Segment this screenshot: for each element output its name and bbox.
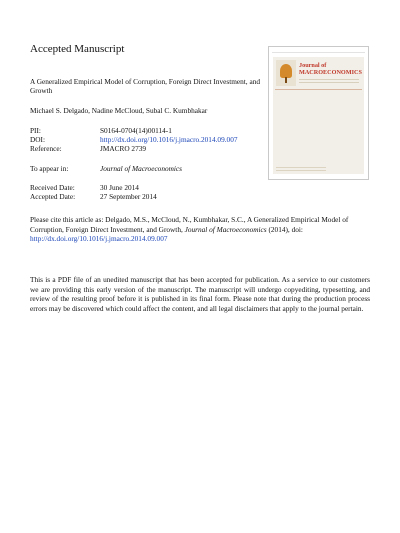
cover-title-line1: Journal of xyxy=(299,62,327,69)
cover-title-line2: MACROECONOMICS xyxy=(299,69,362,76)
reference-label: Reference: xyxy=(30,144,62,153)
citation-paragraph xyxy=(30,215,370,244)
citation-middle: (2014), doi: xyxy=(266,224,303,234)
accepted-value: 27 September 2014 xyxy=(100,192,157,201)
cover-title xyxy=(299,62,362,76)
pii-label: PII: xyxy=(30,126,41,135)
doi-label: DOI: xyxy=(30,135,45,144)
appear-label: To appear in: xyxy=(30,164,69,173)
citation-doi-link[interactable]: http://dx.doi.org/10.1016/j.jmacro.2014.09.007 xyxy=(30,234,168,244)
accepted-label: Accepted Date: xyxy=(30,192,76,201)
citation-journal: Journal of Macroeconomics xyxy=(184,224,267,234)
article-title: A Generalized Empirical Model of Corruption, Foreign Direct Investment, and Growth xyxy=(30,77,260,96)
manuscript-heading: Accepted Manuscript xyxy=(30,43,125,55)
disclaimer-paragraph: This is a PDF file of an unedited manuscript that has been accepted for publication. As a service to our customers we are providing this early version of the manuscript. The manuscript will undergo copyediting, typesetting, and review of the resulting proof before it is published in its final form. Please note that during the production process errors may be discovered which could affect the content, and all legal disclaimers that apply to the journal pertain. xyxy=(30,275,370,313)
citation-prefix: Please cite this article as: Delgado, M.S., McCloud, N., Kumbhakar, S.C., A Generalized Empirical Model of Corruption, Foreign Direct Investment, and Growth, xyxy=(30,215,349,234)
article-authors: Michael S. Delgado, Nadine McCloud, Subal C. Kumbhakar xyxy=(30,106,208,115)
pii-value: S0164-0704(14)00114-1 xyxy=(100,126,172,135)
cover-text-lines xyxy=(299,79,359,85)
cover-header-strip xyxy=(272,50,365,55)
cover-body xyxy=(273,57,364,174)
journal-cover-image xyxy=(268,46,369,180)
received-value: 30 June 2014 xyxy=(100,183,139,192)
appear-value: Journal of Macroeconomics xyxy=(100,164,183,173)
received-label: Received Date: xyxy=(30,183,75,192)
cover-footer-lines xyxy=(276,165,326,171)
elsevier-tree-icon xyxy=(276,60,296,86)
doi-link[interactable]: http://dx.doi.org/10.1016/j.jmacro.2014.09.007 xyxy=(100,135,238,144)
cover-divider xyxy=(275,89,362,90)
reference-value: JMACRO 2739 xyxy=(100,144,147,153)
